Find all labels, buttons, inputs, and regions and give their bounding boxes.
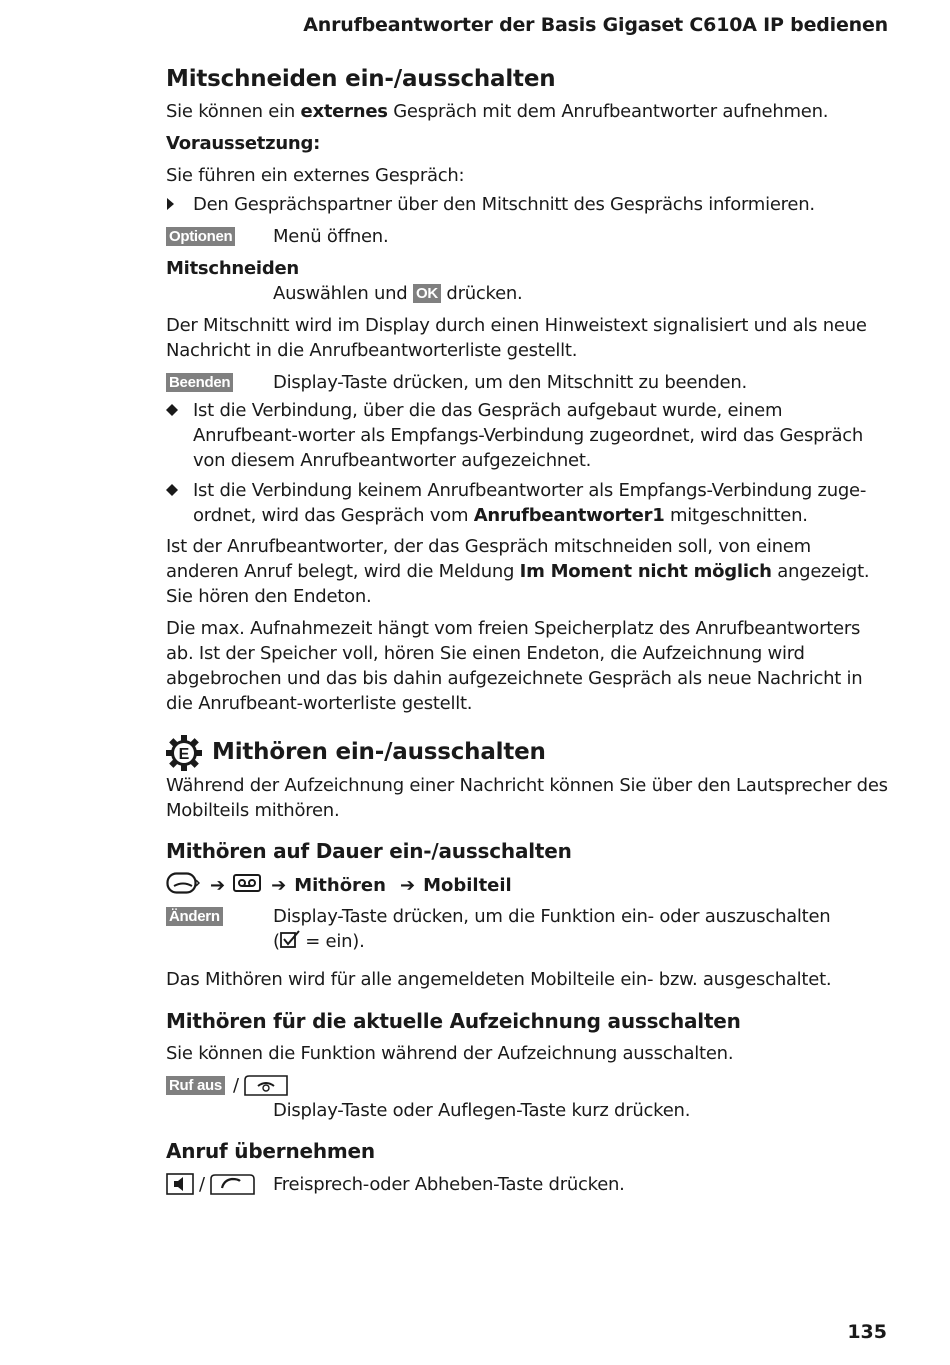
path-item-mobilteil: Mobilteil <box>423 874 512 896</box>
triangle-bullet-icon <box>166 192 190 217</box>
prerequisite-label: Voraussetzung: <box>166 133 321 154</box>
options-row <box>166 224 888 250</box>
end-call-key-icon[interactable] <box>244 1074 288 1100</box>
menu-path <box>166 872 512 898</box>
aendern-display-key[interactable]: Ändern <box>166 907 223 926</box>
bullet-item-2 <box>166 478 888 530</box>
recording-time-paragraph: Die max. Aufnahmezeit hängt vom freien Speicherplatz des Anrufbeantworters ab. Ist der Speicher voll, hören Sie einen Endeton, die Aufzeichnung wird abgebrochen und das bis dahin aufgezeichnete Gespräch als neue Nachricht in die Anrufbeant-worterliste gestellt. <box>166 618 863 714</box>
aktuelle-intro: Sie können die Funktion während der Aufzeichnung ausschalten. <box>166 1043 734 1064</box>
svg-text:E: E <box>178 746 190 763</box>
step-text: Den Gesprächspartner über den Mitschnitt des Gesprächs informieren. <box>193 194 815 215</box>
recording-info-paragraph: Der Mitschnitt wird im Display durch einen Hinweistext signalisiert und als neue Nachricht in die Anrufbeantworterliste gestellt. <box>166 315 867 361</box>
checkbox-checked-icon <box>280 930 300 955</box>
optionen-display-key[interactable]: Optionen <box>166 227 235 246</box>
beenden-display-key[interactable]: Beenden <box>166 373 233 392</box>
ok-display-key[interactable]: OK <box>413 284 441 303</box>
bullet-text-1: Ist die Verbindung, über die das Gespräch aufgebaut wurde, einem Anrufbeant-worter als Empfangs-Verbindung zugeordnet, wird das Gespräch von diesem Anrufbeantworter aufgezeichnet. <box>193 400 864 471</box>
arrow-right-icon: ➔ <box>271 874 287 896</box>
subsection-heading-dauer: Mithören auf Dauer ein-/ausschalten <box>166 839 572 863</box>
ring-off-description: Display-Taste oder Auflegen-Taste kurz drücken. <box>273 1100 691 1121</box>
end-row <box>166 370 888 396</box>
intro-paragraph: Sie können ein externes Gespräch mit dem Anrufbeantworter aufnehmen. <box>166 101 829 122</box>
answering-machine-icon <box>233 874 261 897</box>
bullet-item-1 <box>166 398 888 476</box>
accept-call-row <box>166 1172 888 1198</box>
talk-key-icon[interactable] <box>210 1173 256 1199</box>
menu-item-mitschneiden: Mitschneiden <box>166 258 299 279</box>
prerequisite-text: Sie führen ein externes Gespräch: <box>166 165 465 186</box>
mithoeren-intro: Während der Aufzeichnung einer Nachricht können Sie über den Lautsprecher des Mobilteils mithören. <box>166 775 888 821</box>
running-header: Anrufbeantworter der Basis Gigaset C610A IP bedienen <box>303 14 888 36</box>
change-description: Display-Taste drücken, um die Funktion ein- oder auszuschalten ( = ein). <box>273 904 893 955</box>
expert-mode-icon <box>166 735 202 775</box>
arrow-right-icon: ➔ <box>210 874 226 896</box>
ruf-aus-display-key[interactable]: Ruf aus <box>166 1076 225 1095</box>
options-description: Menü öffnen. <box>273 226 389 247</box>
mithoeren-note: Das Mithören wird für alle angemeldeten Mobilteile ein- bzw. ausgeschaltet. <box>166 969 832 990</box>
arrow-right-icon: ➔ <box>399 874 416 896</box>
step-item <box>166 192 888 217</box>
end-description: Display-Taste drücken, um den Mitschnitt zu beenden. <box>273 372 747 393</box>
section-heading-mithoeren-row <box>166 735 888 771</box>
slash-separator: / <box>199 1174 206 1195</box>
slash-separator: / <box>233 1075 240 1096</box>
section-heading-mitschneiden: Mitschneiden ein-/ausschalten <box>166 66 556 92</box>
select-instruction: Auswählen und OK drücken. <box>273 283 523 304</box>
bullet-text-2: Ist die Verbindung keinem Anrufbeantworter als Empfangs-Verbindung zuge-ordnet, wird das Gespräch vom Anrufbeantworter1 mitgeschnitten. <box>193 480 867 526</box>
subsection-heading-anruf: Anruf übernehmen <box>166 1139 375 1163</box>
section-heading-mithoeren: Mithören ein-/ausschalten <box>212 739 546 765</box>
menu-key-icon[interactable] <box>166 872 200 899</box>
change-row <box>166 904 888 956</box>
accept-call-description: Freisprech-oder Abheben-Taste drücken. <box>273 1174 625 1195</box>
ring-off-row <box>166 1073 888 1099</box>
busy-info-paragraph: Ist der Anrufbeantworter, der das Gespräch mitschneiden soll, von einem anderen Anruf belegt, wird die Meldung Im Moment nicht möglich angezeigt. Sie hören den Endeton. <box>166 536 870 607</box>
page-number: 135 <box>847 1321 887 1343</box>
path-item-mithoeren: Mithören <box>294 874 386 896</box>
subsection-heading-aktuelle: Mithören für die aktuelle Aufzeichnung ausschalten <box>166 1009 741 1033</box>
diamond-bullet-icon <box>166 478 190 503</box>
speaker-key-icon[interactable] <box>166 1173 194 1199</box>
diamond-bullet-icon <box>166 398 190 423</box>
